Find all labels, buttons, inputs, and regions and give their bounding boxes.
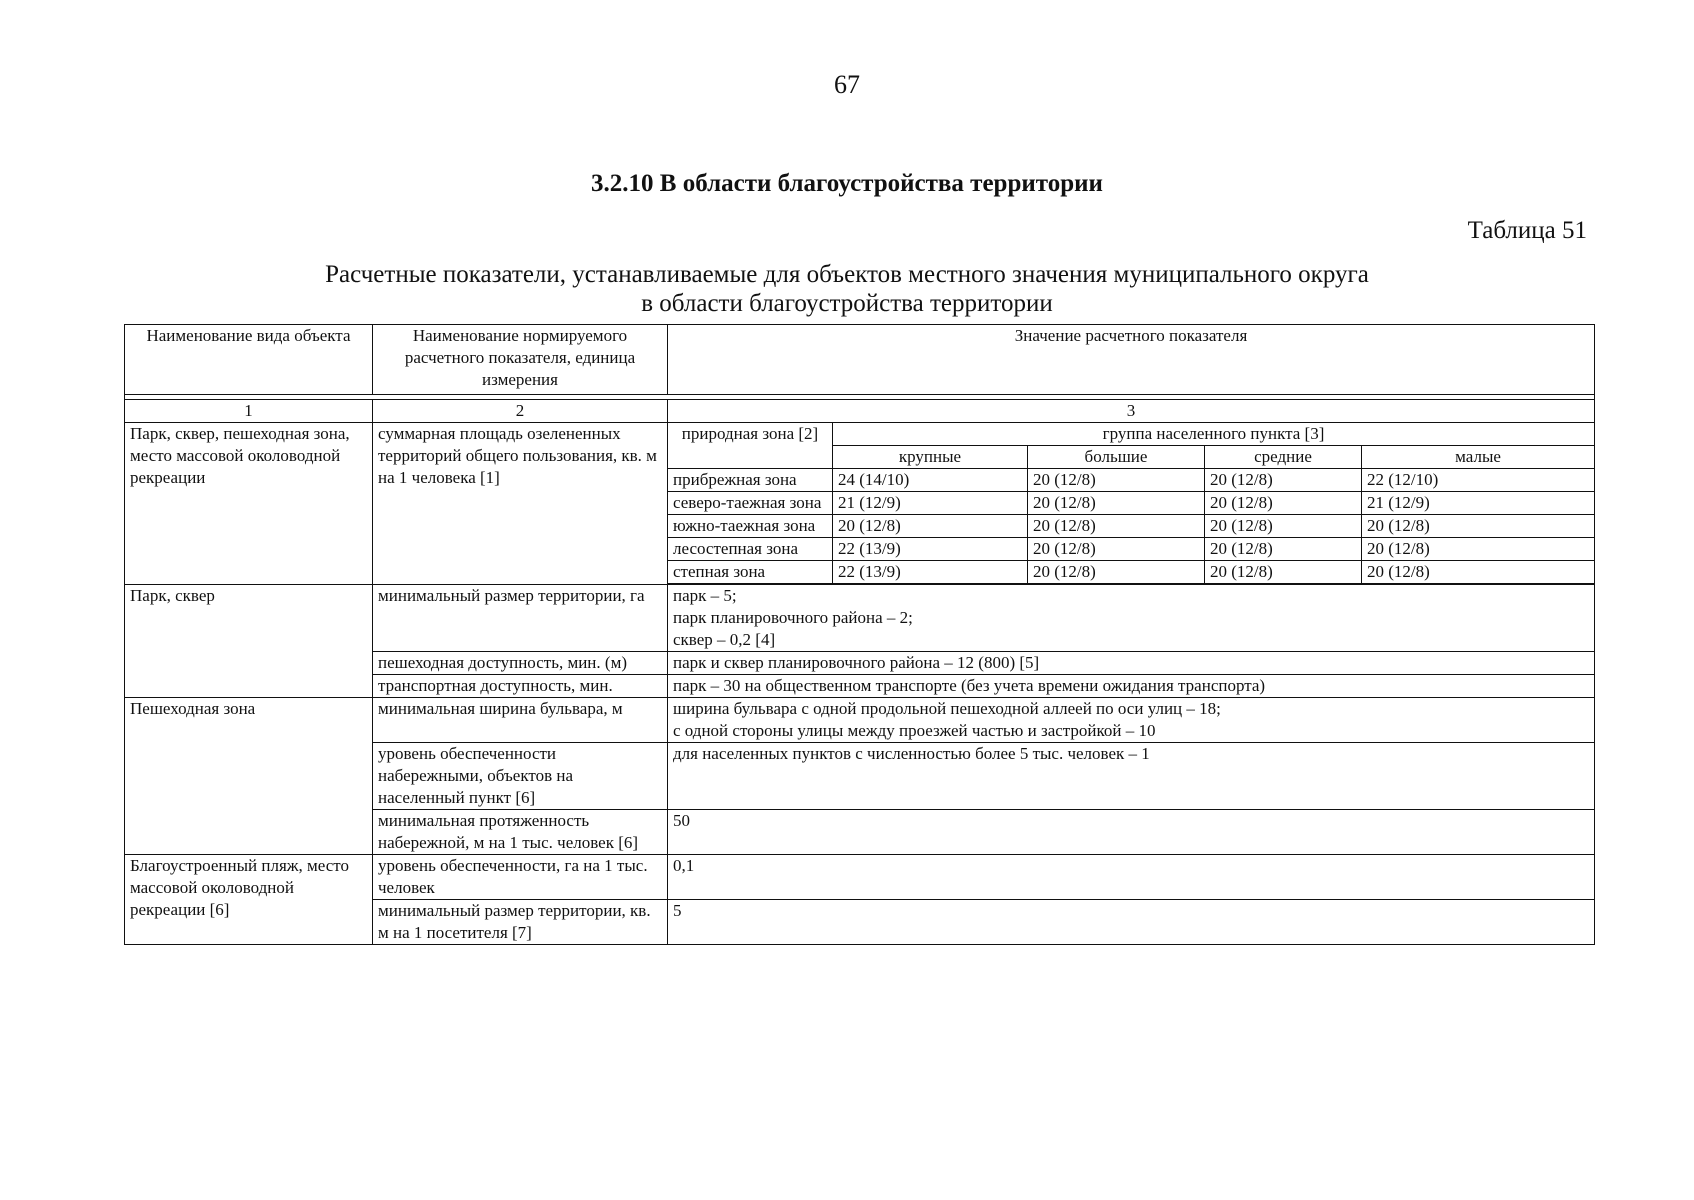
object-pedestrian-zone: Пешеходная зона bbox=[125, 698, 373, 855]
zone-value: 20 (12/8) bbox=[1205, 538, 1362, 561]
natural-zone-header: природная зона [2] bbox=[668, 423, 833, 469]
header-indicator-value: Значение расчетного показателя bbox=[668, 325, 1595, 395]
object-park-zone: Парк, сквер, пешеходная зона, место массовой околоводной рекреации bbox=[125, 423, 373, 585]
zone-value: 20 (12/8) bbox=[1205, 492, 1362, 515]
indicator-value: парк – 30 на общественном транспорте (без учета времени ожидания транспорта) bbox=[668, 675, 1595, 698]
column-number-1: 1 bbox=[125, 400, 373, 423]
object-beach: Благоустроенный пляж, место массовой околоводной рекреации [6] bbox=[125, 855, 373, 945]
zone-value: 22 (13/9) bbox=[833, 561, 1028, 584]
group-small: малые bbox=[1362, 446, 1595, 469]
group-big: большие bbox=[1028, 446, 1205, 469]
value-line: парк – 5; bbox=[673, 586, 737, 605]
zone-value: 20 (12/8) bbox=[1205, 515, 1362, 538]
table-number: Таблица 51 bbox=[1467, 217, 1587, 244]
table-title bbox=[0, 260, 1694, 318]
indicator-value: парк и сквер планировочного района – 12 (800) [5] bbox=[668, 652, 1595, 675]
table-row bbox=[125, 855, 1595, 900]
zone-value: 20 (12/8) bbox=[1362, 538, 1595, 561]
section-heading: 3.2.10 В области благоустройства территории bbox=[591, 170, 1103, 197]
column-number-row bbox=[125, 400, 1595, 423]
indicator: транспортная доступность, мин. bbox=[373, 675, 668, 698]
zone-name: прибрежная зона bbox=[668, 469, 833, 492]
zone-value: 20 (12/8) bbox=[833, 515, 1028, 538]
zone-value: 20 (12/8) bbox=[1362, 515, 1595, 538]
zone-value: 21 (12/9) bbox=[833, 492, 1028, 515]
object-park: Парк, сквер bbox=[125, 585, 373, 698]
table-row bbox=[125, 423, 1595, 446]
zone-value: 20 (12/8) bbox=[1028, 492, 1205, 515]
value-line: парк планировочного района – 2; bbox=[673, 608, 913, 627]
header-row bbox=[125, 325, 1595, 395]
zone-name: лесостепная зона bbox=[668, 538, 833, 561]
header-object-type: Наименование вида объекта bbox=[125, 325, 373, 395]
value-line: ширина бульвара с одной продольной пешеходной аллеей по оси улиц – 18; bbox=[673, 699, 1221, 718]
zone-value: 20 (12/8) bbox=[1362, 561, 1595, 584]
table-title-line-2: в области благоустройства территории bbox=[641, 290, 1053, 317]
settlement-group-header: группа населенного пункта [3] bbox=[833, 423, 1595, 446]
value-line: сквер – 0,2 [4] bbox=[673, 630, 776, 649]
indicator-value: 0,1 bbox=[668, 855, 1595, 900]
indicator-value bbox=[668, 698, 1595, 743]
table-row bbox=[125, 585, 1595, 652]
indicators-table bbox=[124, 324, 1595, 945]
zone-value: 20 (12/8) bbox=[1028, 538, 1205, 561]
group-large: крупные bbox=[833, 446, 1028, 469]
table-row bbox=[125, 698, 1595, 743]
indicator: минимальный размер территории, га bbox=[373, 585, 668, 652]
indicator: минимальный размер территории, кв. м на 1 посетителя [7] bbox=[373, 900, 668, 945]
zone-name: степная зона bbox=[668, 561, 833, 584]
column-number-3: 3 bbox=[668, 400, 1595, 423]
indicator: минимальная протяженность набережной, м на 1 тыс. человек [6] bbox=[373, 810, 668, 855]
zone-value: 22 (13/9) bbox=[833, 538, 1028, 561]
zone-value: 20 (12/8) bbox=[1205, 469, 1362, 492]
indicator-value: для населенных пунктов с численностью более 5 тыс. человек – 1 bbox=[668, 743, 1595, 810]
zone-name: северо-таежная зона bbox=[668, 492, 833, 515]
zone-value: 20 (12/8) bbox=[1028, 469, 1205, 492]
table-title-line-1: Расчетные показатели, устанавливаемые для объектов местного значения муниципального округа bbox=[325, 261, 1369, 288]
zone-value: 22 (12/10) bbox=[1362, 469, 1595, 492]
indicator: пешеходная доступность, мин. (м) bbox=[373, 652, 668, 675]
zone-name: южно-таежная зона bbox=[668, 515, 833, 538]
indicator-value: 5 bbox=[668, 900, 1595, 945]
zone-value: 24 (14/10) bbox=[833, 469, 1028, 492]
indicator: минимальная ширина бульвара, м bbox=[373, 698, 668, 743]
indicator-green-area: суммарная площадь озелененных территорий общего пользования, кв. м на 1 человека [1] bbox=[373, 423, 668, 585]
zone-value: 20 (12/8) bbox=[1205, 561, 1362, 584]
group-medium: средние bbox=[1205, 446, 1362, 469]
column-number-2: 2 bbox=[373, 400, 668, 423]
indicator: уровень обеспеченности набережными, объектов на населенный пункт [6] bbox=[373, 743, 668, 810]
indicator-value: 50 bbox=[668, 810, 1595, 855]
indicator-value bbox=[668, 585, 1595, 652]
zone-value: 20 (12/8) bbox=[1028, 561, 1205, 584]
zone-value: 20 (12/8) bbox=[1028, 515, 1205, 538]
value-line: с одной стороны улицы между проезжей частью и застройкой – 10 bbox=[673, 721, 1156, 740]
header-indicator-name: Наименование нормируемого расчетного показателя, единица измерения bbox=[373, 325, 668, 395]
page-number: 67 bbox=[834, 70, 860, 99]
indicator: уровень обеспеченности, га на 1 тыс. человек bbox=[373, 855, 668, 900]
zone-value: 21 (12/9) bbox=[1362, 492, 1595, 515]
